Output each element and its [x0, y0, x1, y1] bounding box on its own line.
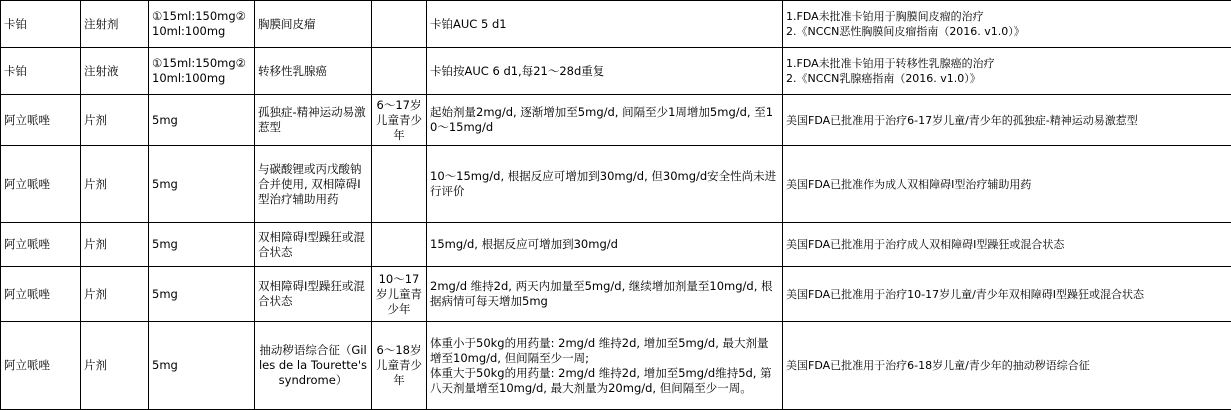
specification-cell: 5mg [149, 267, 255, 322]
dosage-cell: 15mg/d, 根据反应可增加到30mg/d [427, 223, 783, 267]
table-row [1, 223, 1231, 267]
evidence-cell [783, 1, 1231, 48]
specification-cell: 5mg [149, 223, 255, 267]
drug-name-cell: 卡铂 [1, 48, 81, 95]
dosage-cell: 2mg/d 维持2d, 两天内加量至5mg/d, 继续增加剂量至10mg/d, 根据病情可每天增加5mg [427, 267, 783, 322]
indication-cell: 抽动秽语综合征（Gilles de la Tourette's syndrome） [255, 322, 372, 410]
table-row [1, 95, 1231, 146]
evidence-cell: 美国FDA已批准用于治疗6-17岁儿童/青少年的孤独症-精神运动易激惹型 [783, 95, 1231, 146]
population-cell [372, 146, 427, 223]
evidence-line: 2.《NCCN乳腺癌指南（2016. v1.0）》 [786, 72, 981, 85]
dosage-form-cell: 片剂 [81, 223, 149, 267]
population-cell [372, 1, 427, 48]
drug-name-cell: 阿立哌唑 [1, 95, 81, 146]
table-row [1, 322, 1231, 410]
evidence-cell: 美国FDA已批准用于治疗6-18岁儿童/青少年的抽动秽语综合征 [783, 322, 1231, 410]
indication-cell: 胸膜间皮瘤 [255, 1, 372, 48]
population-cell: 6～18岁儿童青少年 [372, 322, 427, 410]
table-row [1, 48, 1231, 95]
drug-name-cell: 阿立哌唑 [1, 267, 81, 322]
dosage-form-cell: 片剂 [81, 95, 149, 146]
dosage-cell: 卡铂AUC 5 d1 [427, 1, 783, 48]
indication-cell: 双相障碍Ⅰ型躁狂或混合状态 [255, 267, 372, 322]
evidence-line: 1.FDA未批准卡铂用于胸膜间皮瘤的治疗 [786, 10, 984, 23]
table-row [1, 267, 1231, 322]
evidence-line: 1.FDA未批准卡铂用于转移性乳腺癌的治疗 [786, 57, 995, 70]
indication-cell: 孤独症-精神运动易激惹型 [255, 95, 372, 146]
table-row [1, 146, 1231, 223]
dosage-line: 体重大于50kg的用药量: 2mg/d 维持2d, 增加至5mg/d维持5d, 第八天剂量增至10mg/d, 最大剂量为20mg/d, 但间隔至少一周。 [430, 365, 772, 395]
drug-name-cell: 卡铂 [1, 1, 81, 48]
dosage-cell: 10～15mg/d, 根据反应可增加到30mg/d, 但30mg/d安全性尚未进行评价 [427, 146, 783, 223]
evidence-line: 2.《NCCN恶性胸膜间皮瘤指南（2016. v1.0）》 [786, 25, 1025, 38]
dosage-form-cell: 片剂 [81, 267, 149, 322]
drug-name-cell: 阿立哌唑 [1, 322, 81, 410]
indication-cell: 与碳酸锂或丙戊酸钠合并使用, 双相障碍Ⅰ型治疗辅助用药 [255, 146, 372, 223]
specification-cell: ①15ml:150mg②10ml:100mg [149, 48, 255, 95]
dosage-cell: 起始剂量2mg/d, 逐渐增加至5mg/d, 间隔至少1周增加5mg/d, 至10～15mg/d [427, 95, 783, 146]
table-row [1, 1, 1231, 48]
evidence-cell: 美国FDA已批准用于治疗成人双相障碍Ⅰ型躁狂或混合状态 [783, 223, 1231, 267]
dosage-cell [427, 322, 783, 410]
drug-name-cell: 阿立哌唑 [1, 223, 81, 267]
dosage-form-cell: 片剂 [81, 322, 149, 410]
specification-cell: 5mg [149, 322, 255, 410]
specification-cell: ①15ml:150mg②10ml:100mg [149, 1, 255, 48]
dosage-form-cell: 注射剂 [81, 1, 149, 48]
specification-cell: 5mg [149, 95, 255, 146]
dosage-form-cell: 注射液 [81, 48, 149, 95]
evidence-cell: 美国FDA已批准用于治疗10-17岁儿童/青少年双相障碍Ⅰ型躁狂或混合状态 [783, 267, 1231, 322]
specification-cell: 5mg [149, 146, 255, 223]
population-cell: 6～17岁儿童青少年 [372, 95, 427, 146]
drug-name-cell: 阿立哌唑 [1, 146, 81, 223]
population-cell [372, 48, 427, 95]
indication-cell: 转移性乳腺癌 [255, 48, 372, 95]
indication-cell: 双相障碍Ⅰ型躁狂或混合状态 [255, 223, 372, 267]
population-cell [372, 223, 427, 267]
evidence-cell: 美国FDA已批准作为成人双相障碍Ⅰ型治疗辅助用药 [783, 146, 1231, 223]
evidence-cell [783, 48, 1231, 95]
dosage-line: 体重小于50kg的用药量: 2mg/d 维持2d, 增加至5mg/d, 最大剂量增至10mg/d, 但间隔至少一周; [430, 335, 769, 365]
dosage-form-cell: 片剂 [81, 146, 149, 223]
population-cell: 10～17岁儿童青少年 [372, 267, 427, 322]
dosage-cell: 卡铂按AUC 6 d1,每21～28d重复 [427, 48, 783, 95]
